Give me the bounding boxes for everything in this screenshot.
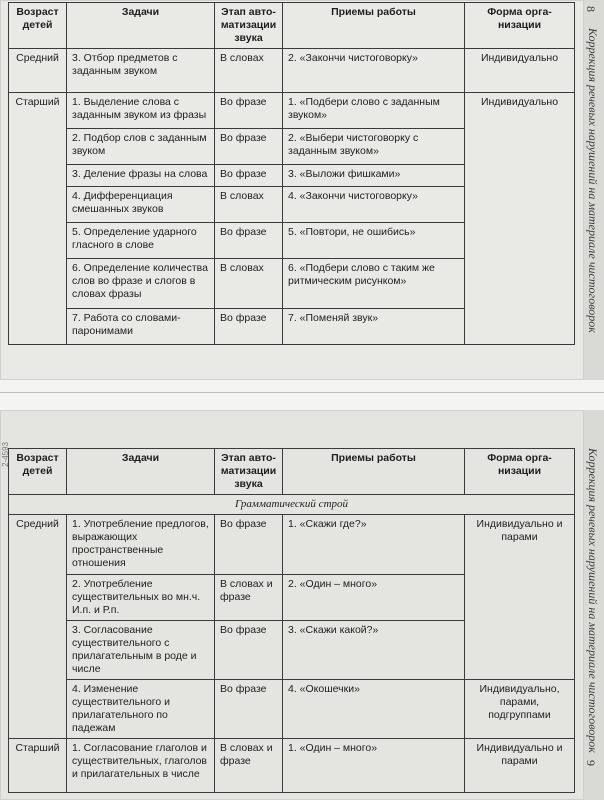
task-cell: 1. Согласование глаголов и существительных, глаголов и прилагательных в числе bbox=[67, 739, 215, 793]
method-cell: 5. «Повтори, не ошибись» bbox=[283, 223, 465, 259]
age-cell: Средний bbox=[9, 515, 67, 739]
method-cell: 7. «Поменяй звук» bbox=[283, 309, 465, 345]
task-cell: 6. Определение количества слов во фразе и слогов в словах фразы bbox=[67, 259, 215, 309]
table-row bbox=[9, 49, 575, 93]
col-header-methods: Приемы работы bbox=[283, 449, 465, 495]
running-title: Коррекция речевых нарушений на материале чистоговорок bbox=[586, 28, 600, 333]
method-cell: 2. «Один – много» bbox=[283, 575, 465, 621]
method-cell: 4. «Окошечки» bbox=[283, 680, 465, 739]
col-header-form: Форма орга- низации bbox=[465, 3, 575, 49]
stage-cell: Во фразе bbox=[215, 93, 283, 129]
age-cell: Старший bbox=[9, 739, 67, 793]
method-cell: 2. «Закончи чистоговорку» bbox=[283, 49, 465, 93]
col-header-form: Форма орга- низации bbox=[465, 449, 575, 495]
stage-cell: В словах bbox=[215, 259, 283, 309]
age-cell: Старший bbox=[9, 93, 67, 345]
task-cell: 3. Деление фразы на слова bbox=[67, 165, 215, 187]
col-header-stage: Этап авто- матизации звука bbox=[215, 3, 283, 49]
method-cell: 1. «Скажи где?» bbox=[283, 515, 465, 575]
task-cell: 2. Подбор слов с заданным звуком bbox=[67, 129, 215, 165]
task-cell: 2. Употребление существительных во мн.ч. И.п. и Р.п. bbox=[67, 575, 215, 621]
task-cell: 1. Употребление предлогов, выражающих пространственные отношения bbox=[67, 515, 215, 575]
stage-cell: Во фразе bbox=[215, 129, 283, 165]
stage-cell: В словах и фразе bbox=[215, 739, 283, 793]
stage-cell: В словах bbox=[215, 187, 283, 223]
task-cell: 4. Дифференциация смешанных звуков bbox=[67, 187, 215, 223]
stage-cell: Во фразе bbox=[215, 223, 283, 259]
col-header-stage: Этап авто- матизации звука bbox=[215, 449, 283, 495]
section-row bbox=[9, 495, 575, 515]
table-bottom bbox=[8, 448, 575, 793]
task-cell: 1. Выделение слова с заданным звуком из фразы bbox=[67, 93, 215, 129]
form-cell: Индивидуально и парами bbox=[465, 739, 575, 793]
col-header-tasks: Задачи bbox=[67, 449, 215, 495]
stage-cell: Во фразе bbox=[215, 621, 283, 680]
form-cell: Индивидуально и парами bbox=[465, 515, 575, 680]
stage-cell: Во фразе bbox=[215, 165, 283, 187]
table-row bbox=[9, 739, 575, 793]
header-row bbox=[9, 449, 575, 495]
col-header-tasks: Задачи bbox=[67, 3, 215, 49]
task-cell: 4. Изменение существительного и прилагательного по падежам bbox=[67, 680, 215, 739]
table-row bbox=[9, 680, 575, 739]
page-number: 9 bbox=[584, 760, 598, 766]
page-8 bbox=[0, 0, 584, 380]
running-title: Коррекция речевых нарушений на материале чистоговорок bbox=[586, 448, 600, 753]
task-cell: 7. Работа со словами-паронимами bbox=[67, 309, 215, 345]
form-cell: Индивидуально bbox=[465, 93, 575, 345]
edge-mark: 2-4593 bbox=[1, 442, 10, 467]
stage-cell: Во фразе bbox=[215, 680, 283, 739]
col-header-age: Возраст детей bbox=[9, 449, 67, 495]
task-cell: 3. Согласование существительного с прилагательным в роде и числе bbox=[67, 621, 215, 680]
page-number: 8 bbox=[584, 6, 598, 12]
table-row bbox=[9, 93, 575, 129]
task-cell: 3. Отбор предметов с заданным звуком bbox=[67, 49, 215, 93]
stage-cell: В словах и фразе bbox=[215, 575, 283, 621]
method-cell: 1. «Подбери слово с заданным звуком» bbox=[283, 93, 465, 129]
method-cell: 4. «Закончи чистоговорку» bbox=[283, 187, 465, 223]
col-header-methods: Приемы работы bbox=[283, 3, 465, 49]
section-subheader: Грамматический строй bbox=[9, 495, 575, 515]
stage-cell: В словах bbox=[215, 49, 283, 93]
method-cell: 3. «Выложи фишками» bbox=[283, 165, 465, 187]
stage-cell: Во фразе bbox=[215, 309, 283, 345]
col-header-age: Возраст детей bbox=[9, 3, 67, 49]
method-cell: 2. «Выбери чистоговорку с заданным звуком» bbox=[283, 129, 465, 165]
method-cell: 6. «Подбери слово с таким же ритмическим рисунком» bbox=[283, 259, 465, 309]
table-top bbox=[8, 2, 575, 345]
header-row bbox=[9, 3, 575, 49]
method-cell: 3. «Скажи какой?» bbox=[283, 621, 465, 680]
stage-cell: Во фразе bbox=[215, 515, 283, 575]
age-cell: Средний bbox=[9, 49, 67, 93]
table-row bbox=[9, 515, 575, 575]
method-cell: 1. «Один – много» bbox=[283, 739, 465, 793]
divider bbox=[0, 392, 604, 393]
page-9 bbox=[0, 410, 584, 800]
task-cell: 5. Определение ударного гласного в слове bbox=[67, 223, 215, 259]
form-cell: Индивидуально bbox=[465, 49, 575, 93]
page-gap bbox=[0, 380, 604, 410]
form-cell: Индивидуально, парами, подгруппами bbox=[465, 680, 575, 739]
